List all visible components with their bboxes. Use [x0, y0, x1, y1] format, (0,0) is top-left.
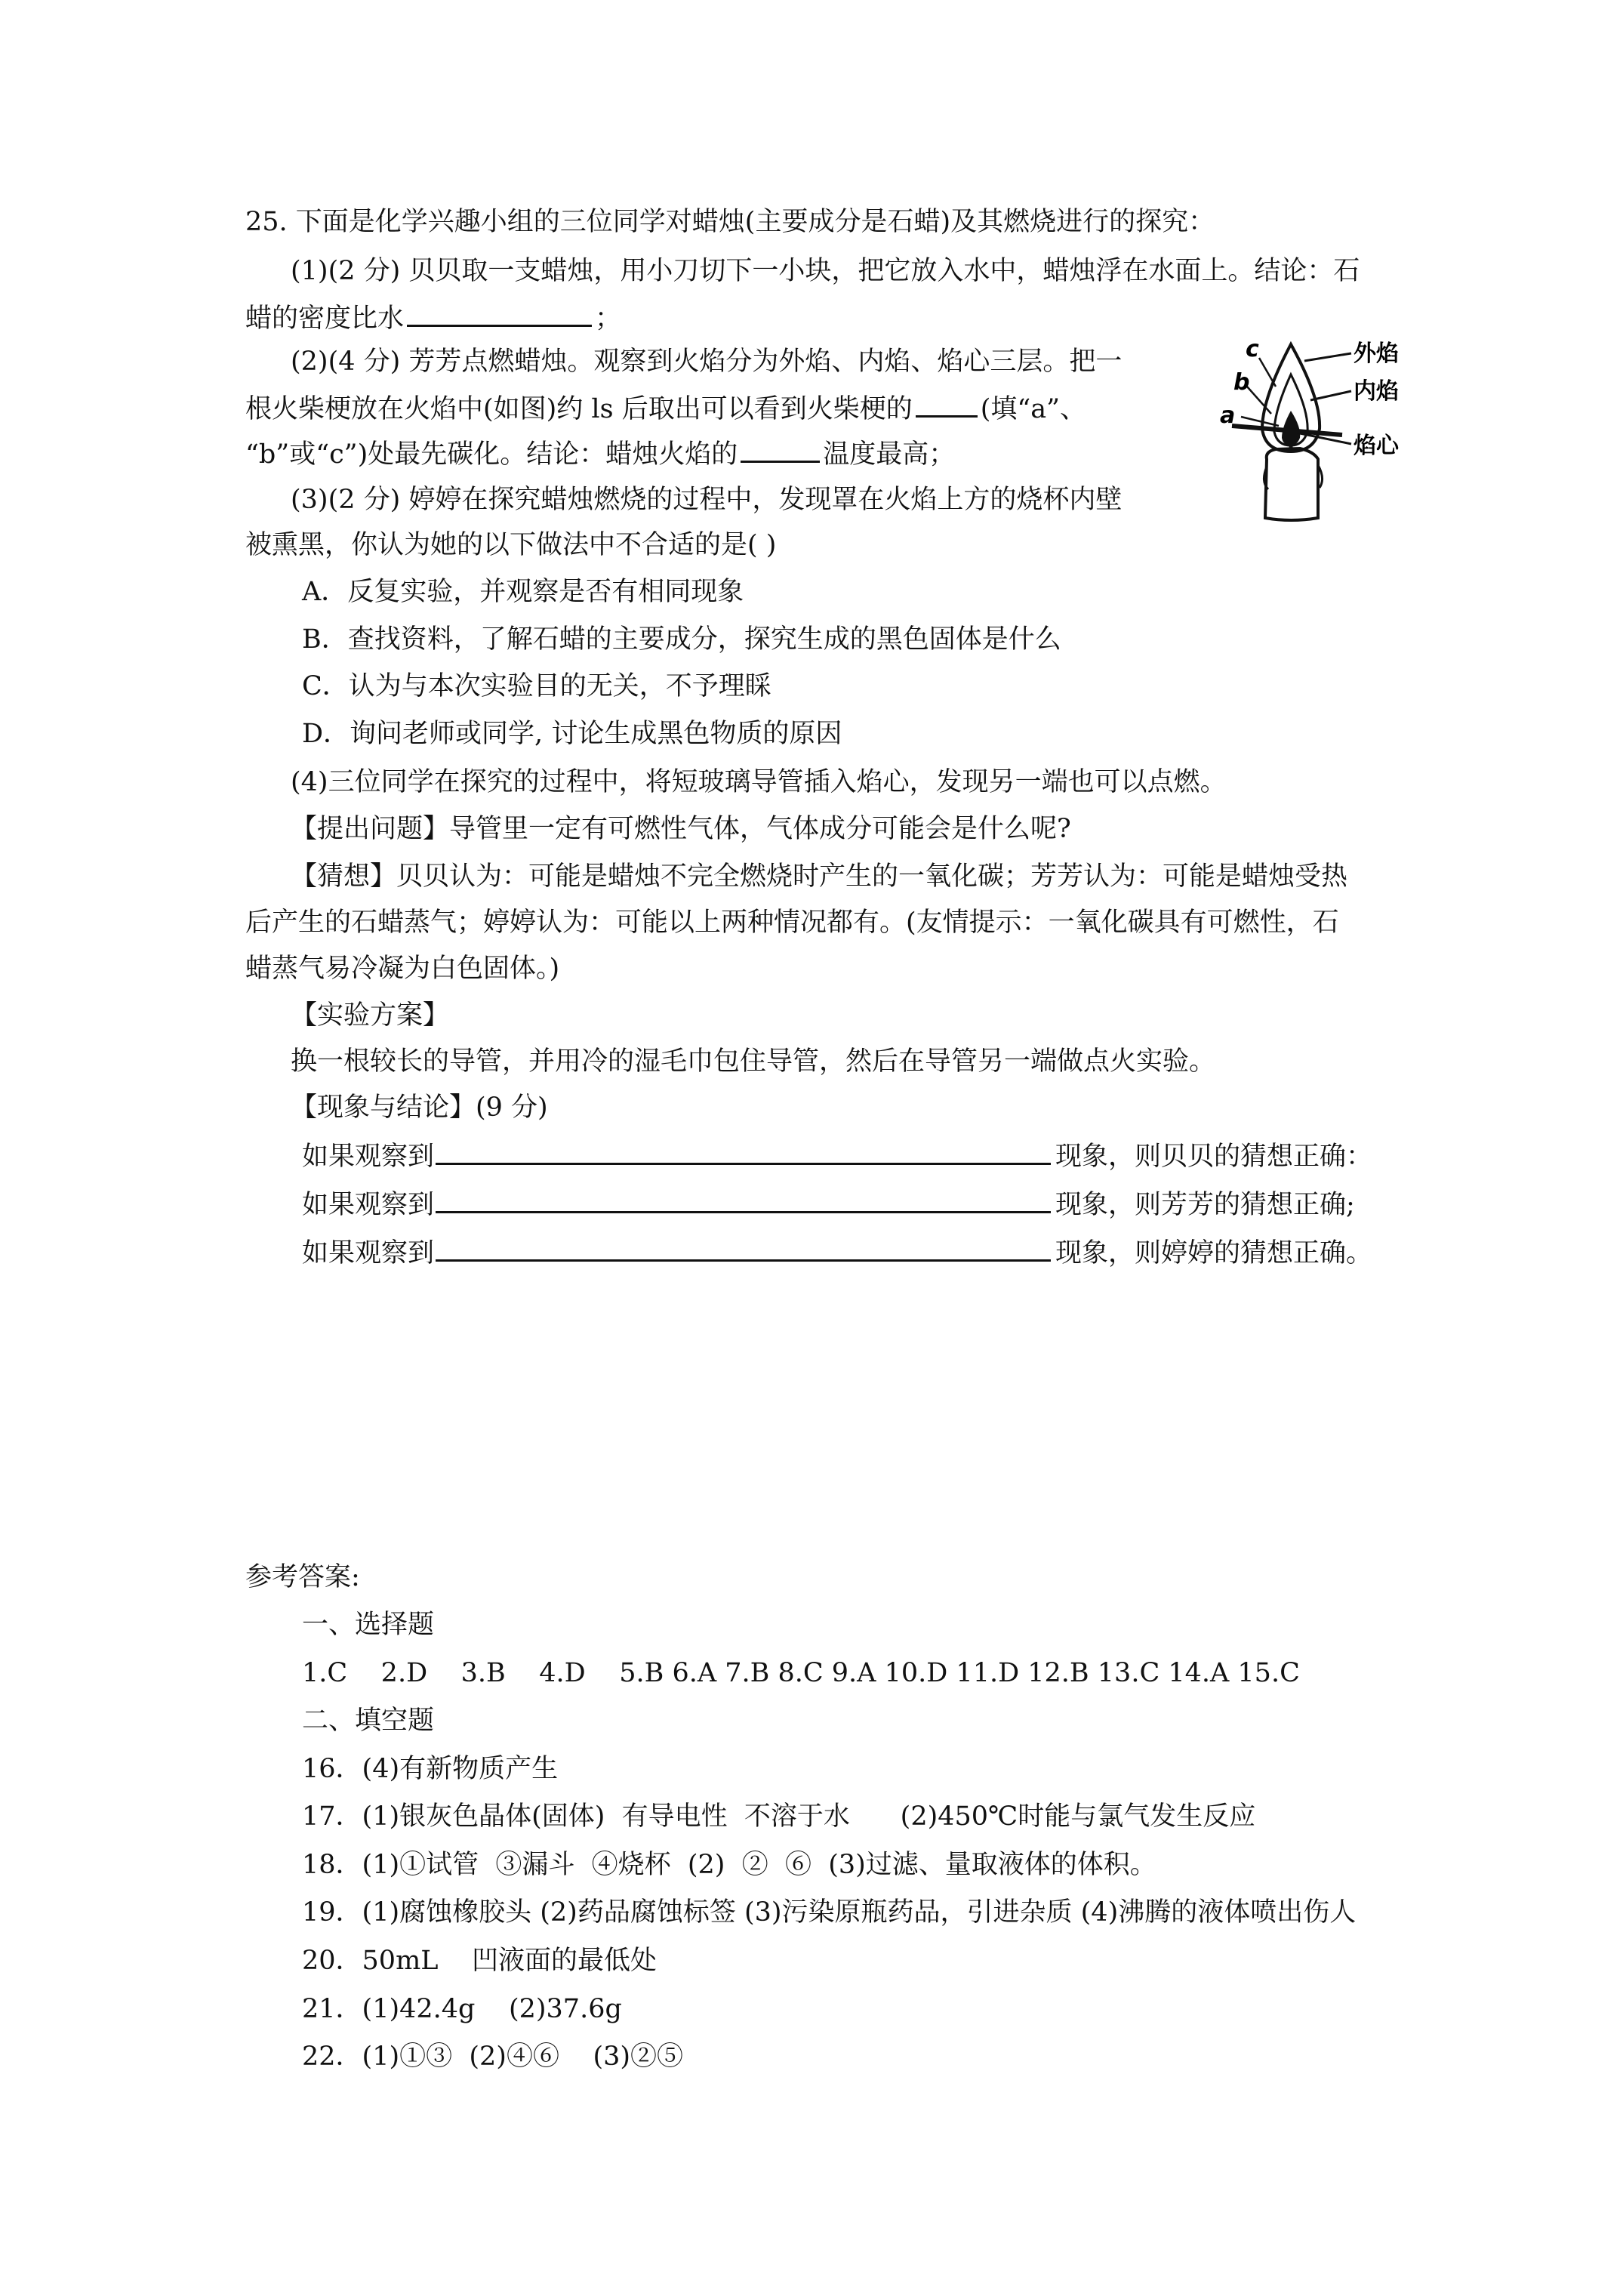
q2-text-c: “b”或“c”)处最先碳化。结论：蜡烛火焰的	[245, 439, 738, 470]
answers-choice-line: 1.C 2.D 3.B 4.D 5.B 6.A 7.B 8.C 9.A 10.D 11.D 12.B 13.C 14.A 15.C	[302, 1658, 1300, 1688]
q4-intro: (4)三位同学在探究的过程中，将短玻璃导管插入焰心，发现另一端也可以点燃。	[291, 767, 1227, 797]
answers-title: 参考答案:	[245, 1562, 360, 1592]
option-c[interactable]: C．认为与本次实验目的无关，不予理睬	[302, 671, 771, 701]
q3-line2: 被熏黑，你认为她的以下做法中不合适的是( )	[245, 530, 777, 560]
label-outer-flame: 外焰	[1354, 341, 1399, 367]
letter-c: c	[1246, 338, 1259, 362]
q2-text-d: 温度最高；	[823, 439, 956, 470]
result-suffix: 现象，则婷婷的猜想正确。	[1055, 1238, 1373, 1268]
option-d[interactable]: D．询问老师或同学, 讨论生成黑色物质的原因	[302, 719, 842, 749]
answer-20: 20．50mL 凹液面的最低处	[302, 1946, 658, 1976]
guess-line1: 【猜想】贝贝认为：可能是蜡烛不完全燃烧时产生的一氧化碳；芳芳认为：可能是蜡烛受热	[291, 861, 1348, 892]
label-inner-flame: 内焰	[1354, 378, 1399, 405]
result-suffix: 现象，则贝贝的猜想正确：	[1055, 1142, 1373, 1172]
q2-text-b: (填“a”、	[980, 394, 1087, 424]
answer-17: 17．(1)银灰色晶体(固体) 有导电性 不溶于水 (2)450℃时能与氯气发生反应	[302, 1801, 1256, 1832]
result-blank-2[interactable]	[436, 1187, 1051, 1213]
q1-line1: (1)(2 分) 贝贝取一支蜡烛，用小刀切下一小块，把它放入水中，蜡烛浮在水面上。结论：石	[291, 256, 1360, 286]
answers-section-fill: 二、填空题	[302, 1706, 435, 1736]
candle-body	[1265, 448, 1318, 520]
answer-18: 18．(1)①试管 ③漏斗 ④烧杯 (2) ② ⑥ (3)过滤、量取液体的体积。	[302, 1850, 1156, 1880]
result-suffix: 现象，则芳芳的猜想正确;	[1055, 1190, 1355, 1220]
guess-line3: 蜡蒸气易冷凝为白色固体。)	[245, 954, 560, 984]
q2-blank-position[interactable]	[916, 391, 978, 418]
option-a[interactable]: A．反复实验，并观察是否有相同现象	[302, 577, 744, 607]
q2-line1: (2)(4 分) 芳芳点燃蜡烛。观察到火焰分为外焰、内焰、焰心三层。把一	[291, 347, 1123, 377]
candle-flame-figure	[1215, 338, 1415, 523]
q2-blank-flame[interactable]	[741, 436, 820, 463]
result-title: 【现象与结论】(9 分)	[291, 1093, 548, 1123]
result-row-3	[302, 1235, 1372, 1269]
q3-line1: (3)(2 分) 婷婷在探究蜡烛燃烧的过程中，发现罩在火焰上方的烧杯内壁	[291, 485, 1123, 515]
label-flame-core: 焰心	[1354, 433, 1399, 459]
result-blank-3[interactable]	[436, 1235, 1051, 1262]
q2-text-a: 根火柴梗放在火焰中(如图)约 ls 后取出可以看到火柴梗的	[245, 394, 913, 424]
letter-b: b	[1233, 369, 1250, 396]
answer-16: 16．(4)有新物质产生	[302, 1754, 559, 1784]
q2-line2	[245, 391, 1086, 425]
option-b[interactable]: B．查找资料，了解石蜡的主要成分，探究生成的黑色固体是什么	[302, 624, 1061, 655]
answer-19: 19．(1)腐蚀橡胶头 (2)药品腐蚀标签 (3)污染原瓶药品，引进杂质 (4)沸腾的液体喷出伤人	[302, 1897, 1357, 1928]
result-prefix: 如果观察到	[302, 1190, 435, 1220]
answer-22: 22．(1)①③ (2)④⑥ (3)②⑤	[302, 2042, 684, 2072]
plan-title: 【实验方案】	[291, 1000, 450, 1031]
result-row-2	[302, 1187, 1355, 1221]
guess-line2: 后产生的石蜡蒸气；婷婷认为：可能以上两种情况都有。(友情提示：一氧化碳具有可燃性，石	[245, 908, 1339, 938]
result-prefix: 如果观察到	[302, 1142, 435, 1172]
result-blank-1[interactable]	[436, 1139, 1051, 1165]
q1-tail: ；	[595, 304, 622, 334]
q1-answer-blank[interactable]	[407, 300, 592, 327]
letter-a: a	[1220, 402, 1236, 429]
ask-question: 【提出问题】导管里一定有可燃性气体，气体成分可能会是什么呢?	[291, 814, 1071, 844]
answer-21: 21．(1)42.4g (2)37.6g	[302, 1994, 622, 2024]
result-row-1	[302, 1139, 1372, 1173]
q2-line3	[245, 436, 955, 470]
q1-line2	[245, 300, 621, 334]
plan-text: 换一根较长的导管，并用冷的湿毛巾包住导管，然后在导管另一端做点火实验。	[291, 1046, 1216, 1077]
q1-text: 蜡的密度比水	[245, 304, 405, 334]
result-prefix: 如果观察到	[302, 1238, 435, 1268]
question-stem: 25. 下面是化学兴趣小组的三位同学对蜡烛(主要成分是石蜡)及其燃烧进行的探究：	[245, 207, 1215, 237]
answers-section-choice: 一、选择题	[302, 1610, 435, 1640]
